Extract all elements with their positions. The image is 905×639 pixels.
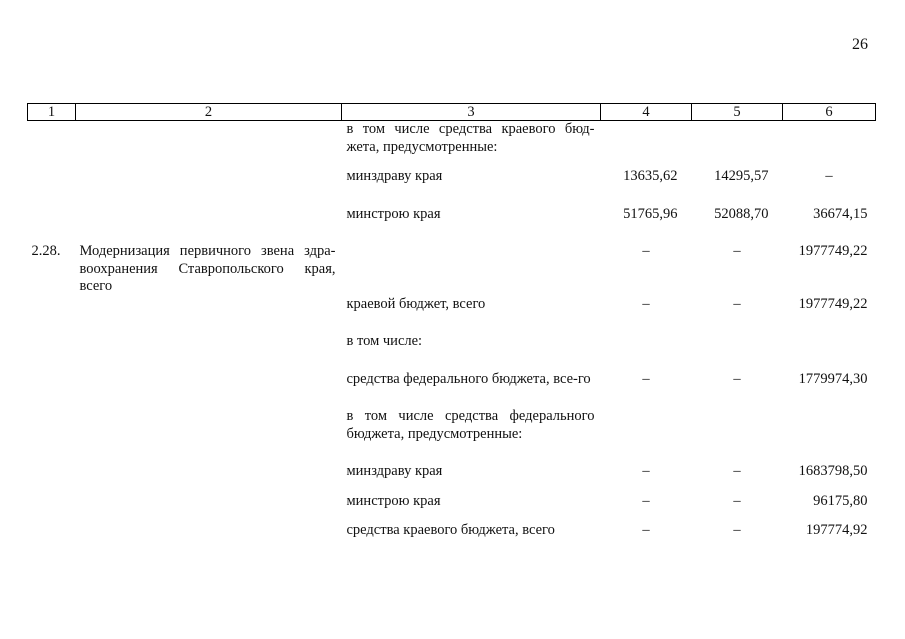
cell-description: средства краевого бюджета, всего (346, 522, 555, 538)
page-number: 26 (852, 36, 868, 53)
cell-col4 (601, 388, 692, 443)
table-row (28, 156, 876, 186)
cell-col6: 1977749,22 (798, 243, 868, 259)
cell-description: средства федерального бюджета, все-го (346, 370, 591, 387)
cell-col5: – (733, 370, 741, 387)
cell-col5 (692, 121, 783, 157)
cell-name (76, 481, 342, 511)
cell-col5: – (733, 463, 741, 479)
cell-index (28, 351, 76, 389)
table-row (28, 388, 876, 443)
cell-col6: 1683798,50 (798, 463, 868, 479)
table-row (28, 481, 876, 511)
cell-col5: 52088,70 (714, 205, 769, 222)
cell-col5: – (733, 295, 741, 312)
table-header (28, 104, 876, 121)
table-row (28, 186, 876, 224)
cell-name (76, 313, 342, 351)
table-row (28, 121, 876, 157)
cell-index (28, 313, 76, 351)
cell-description: краевой бюджет, всего (346, 295, 486, 312)
cell-col4: 13635,62 (623, 168, 678, 184)
cell-col4: – (642, 463, 650, 479)
table-row (28, 351, 876, 389)
cell-name (76, 510, 342, 540)
table-row (28, 223, 876, 296)
cell-description: в том числе: (346, 333, 423, 349)
cell-col4: – (642, 243, 650, 259)
cell-col4: – (642, 370, 650, 387)
column-header-4: 4 (601, 104, 692, 121)
cell-description: в том числе средства краевого бюд-жета, предусмотренные: (346, 121, 595, 155)
cell-description: минздраву края (346, 168, 443, 184)
cell-col6: 1977749,22 (798, 295, 868, 312)
cell-name (76, 156, 342, 186)
cell-col6: 197774,92 (805, 522, 868, 538)
cell-description: в том числе средства федерального бюджета, предусмотренные: (346, 408, 595, 442)
cell-name (76, 121, 342, 157)
budget-table (27, 103, 876, 540)
cell-col5: – (733, 492, 741, 509)
header-row (28, 104, 876, 121)
cell-col4 (601, 313, 692, 351)
cell-index (28, 121, 76, 157)
cell-name: Модернизация первичного звена здра-воохранения Ставропольского края, всего (79, 243, 336, 294)
cell-col4: – (642, 492, 650, 509)
cell-col6 (783, 121, 876, 157)
table-body (28, 121, 876, 540)
cell-index (28, 186, 76, 224)
cell-index (28, 510, 76, 540)
cell-name (76, 351, 342, 389)
table-row (28, 296, 876, 314)
column-header-6: 6 (783, 104, 876, 121)
cell-description (342, 223, 601, 296)
cell-index (28, 388, 76, 443)
cell-description: минстрою края (346, 205, 441, 222)
cell-col5: – (733, 243, 741, 259)
cell-col6: – (825, 168, 833, 184)
table-row (28, 510, 876, 540)
cell-col6: 96175,80 (813, 492, 868, 509)
table-row (28, 313, 876, 351)
cell-index (28, 156, 76, 186)
cell-col4: 51765,96 (623, 205, 678, 222)
cell-index: 2.28. (31, 243, 61, 259)
cell-index (28, 443, 76, 481)
column-header-1: 1 (28, 104, 76, 121)
cell-col6: 1779974,30 (798, 370, 868, 387)
cell-col4: – (642, 295, 650, 312)
cell-index (28, 296, 76, 314)
cell-col6: 36674,15 (813, 205, 868, 222)
column-header-5: 5 (692, 104, 783, 121)
cell-col5: – (733, 522, 741, 538)
table-row (28, 443, 876, 481)
column-header-3: 3 (342, 104, 601, 121)
cell-name (76, 296, 342, 314)
cell-name (76, 443, 342, 481)
cell-col5 (692, 388, 783, 443)
cell-col6 (783, 388, 876, 443)
cell-index (28, 481, 76, 511)
cell-col6 (783, 313, 876, 351)
cell-col5: 14295,57 (714, 168, 769, 184)
cell-col5 (692, 313, 783, 351)
cell-description: минздраву края (346, 463, 443, 479)
cell-col4: – (642, 522, 650, 538)
cell-name (76, 388, 342, 443)
cell-description: минстрою края (346, 492, 441, 509)
cell-name (76, 186, 342, 224)
column-header-2: 2 (76, 104, 342, 121)
cell-col4 (601, 121, 692, 157)
